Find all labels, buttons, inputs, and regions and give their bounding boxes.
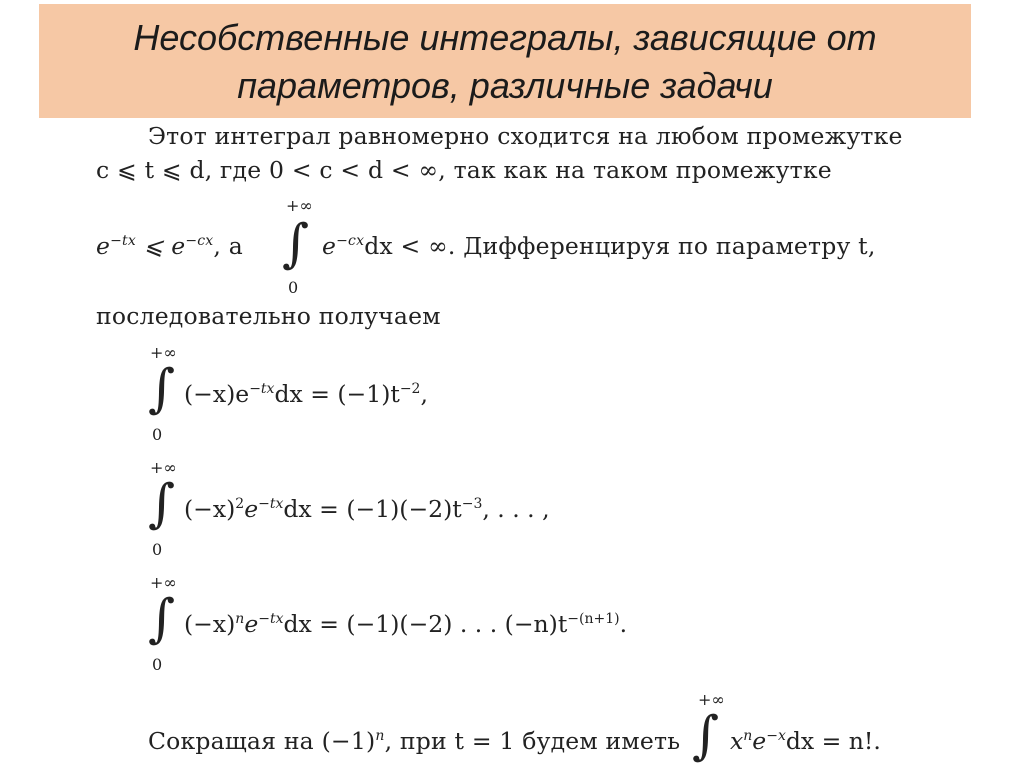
- exponent: −x: [766, 728, 786, 744]
- exponent: −cx: [185, 233, 214, 249]
- title-line-1: Несобственные интегралы, зависящие от: [133, 17, 877, 58]
- text-line-1: Этот интеграл равномерно сходится на любом промежутке: [148, 122, 903, 150]
- integral-upper-limit: +∞: [150, 573, 177, 592]
- integral-sign: ∫: [692, 706, 720, 766]
- exponent: −tx: [110, 233, 136, 249]
- text-fragment: Сокращая на (−1): [148, 727, 376, 755]
- formula-4: [730, 727, 881, 755]
- integral-sign: ∫: [148, 474, 176, 534]
- exponent: −2: [399, 381, 421, 397]
- exponent: −(n+1): [567, 611, 620, 627]
- math-e: e: [244, 495, 259, 523]
- exponent: 2: [235, 496, 245, 512]
- formula-part: dx = (−1)(−2) . . . (−n)t: [283, 610, 568, 638]
- exponent: −3: [461, 496, 483, 512]
- math-e: e: [96, 232, 111, 260]
- title-banner: [39, 4, 971, 118]
- formula-part: dx = (−1)t: [274, 380, 400, 408]
- exponent: n: [375, 728, 385, 744]
- formula-2: [184, 495, 550, 523]
- integral-lower-limit: 0: [152, 425, 163, 444]
- integral-lower-limit: 0: [152, 540, 163, 559]
- formula-3: [184, 610, 627, 638]
- formula-part: ,: [420, 380, 428, 408]
- integral-upper-limit: +∞: [150, 458, 177, 477]
- exponent: −tx: [249, 381, 275, 397]
- math-e: e: [322, 232, 337, 260]
- formula-part: x: [730, 727, 744, 755]
- exponent: −cx: [336, 233, 365, 249]
- math-e: e: [752, 727, 767, 755]
- integral-lower-limit: 0: [152, 655, 163, 674]
- text-fragment: dx < ∞. Дифференцируя по параметру t,: [364, 232, 876, 260]
- integral-upper-limit: +∞: [286, 196, 313, 215]
- exponent: −tx: [258, 611, 284, 627]
- integral-upper-limit: +∞: [150, 343, 177, 362]
- formula-part: , . . . ,: [482, 495, 550, 523]
- integral-upper-limit: +∞: [698, 690, 725, 709]
- formula-part: dx = n!.: [785, 727, 881, 755]
- integral-sign: ∫: [148, 589, 176, 649]
- exponent: −tx: [258, 496, 284, 512]
- text-fragment: , а: [213, 232, 243, 260]
- exponent: n: [743, 728, 753, 744]
- formula-1: [184, 380, 428, 408]
- integral-sign: ∫: [148, 359, 176, 419]
- integral-lower-limit: 0: [288, 278, 299, 297]
- formula-part: (−x): [184, 610, 236, 638]
- formula-part: (−x): [184, 495, 236, 523]
- exponent: n: [235, 611, 245, 627]
- formula-part: .: [619, 610, 628, 638]
- text-fragment: , при t = 1 будем иметь: [384, 727, 681, 755]
- title-line-2: параметров, различные задачи: [237, 65, 773, 106]
- math-inequality: ⩽ e: [135, 232, 186, 260]
- text-line-2: c ⩽ t ⩽ d, где 0 < c < d < ∞, так как на таком промежутке: [96, 156, 832, 184]
- text-line-3: [96, 232, 243, 260]
- text-line-4: последовательно получаем: [96, 302, 441, 330]
- formula-part: (−x)e: [184, 380, 250, 408]
- slide-title: [39, 14, 971, 110]
- math-e: e: [244, 610, 259, 638]
- formula-part: dx = (−1)(−2)t: [283, 495, 462, 523]
- text-line-last: [148, 727, 680, 755]
- integral-sign: ∫: [282, 214, 310, 274]
- text-line-3-rest: [322, 232, 876, 260]
